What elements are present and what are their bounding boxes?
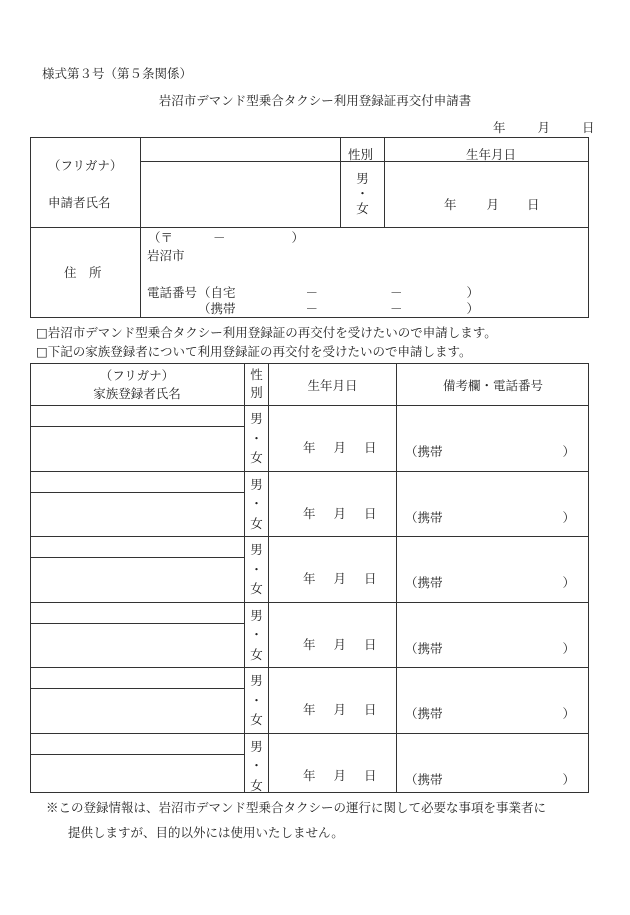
phone-mobile-dash-2: － [390, 301, 403, 316]
mobile-close: ） [562, 509, 576, 525]
family-name-field[interactable] [31, 493, 243, 536]
postal-close: ） [291, 230, 305, 245]
family-furigana-field[interactable] [31, 537, 243, 556]
mobile-close: ） [562, 640, 576, 656]
gender-female: 女 [250, 581, 263, 596]
dob-month: 月 [333, 571, 347, 586]
date-month: 月 [537, 120, 550, 135]
gender-separator: ・ [250, 758, 263, 773]
dob-month: 月 [333, 440, 347, 455]
family-furigana-field[interactable] [31, 472, 243, 491]
gender-male: 男 [250, 411, 263, 426]
gender-separator: ・ [250, 496, 263, 511]
gender-separator: ・ [250, 430, 263, 446]
family-name-field[interactable] [31, 427, 243, 470]
mobile-label: （携帯 [405, 706, 443, 721]
family-mobile-field[interactable] [405, 573, 575, 591]
gender-male: 男 [250, 607, 263, 623]
family-header-remarks: 備考欄・電話番号 [442, 378, 543, 393]
family-mobile-field[interactable] [405, 442, 575, 460]
dob-year: 年 [303, 636, 316, 652]
date-day: 日 [581, 120, 595, 135]
family-dob-field[interactable] [303, 504, 377, 522]
family-dob-field[interactable] [303, 635, 377, 653]
dob-day: 日 [364, 636, 377, 652]
address-label: 住 所 [64, 265, 102, 280]
gender-female: 女 [250, 777, 263, 793]
family-dob-field[interactable] [303, 569, 377, 587]
phone-mobile-field[interactable] [198, 299, 479, 317]
dob-month: 月 [333, 636, 347, 652]
dob-year: 年 [303, 767, 316, 783]
family-dob-field[interactable] [303, 438, 377, 456]
postal-dash: － [213, 230, 226, 245]
mobile-label: （携帯 [405, 575, 443, 590]
family-mobile-field[interactable] [405, 508, 575, 526]
gender-separator: ・ [250, 692, 263, 708]
mobile-close: ） [562, 575, 576, 590]
family-furigana-field[interactable] [31, 668, 243, 687]
family-name-field[interactable] [31, 558, 243, 601]
gender-female: 女 [250, 646, 263, 662]
family-furigana-field[interactable] [31, 603, 243, 622]
gender-header: 性別 [348, 147, 374, 162]
dob-month: 月 [333, 505, 347, 521]
gender-male: 男 [250, 476, 263, 492]
family-header-name: 家族登録者氏名 [93, 386, 181, 401]
family-header-gender [245, 366, 268, 402]
gender-female: 女 [356, 201, 369, 216]
dob-year: 年 [303, 571, 316, 586]
postal-open: （〒 [148, 230, 174, 245]
header-gender-2: 別 [250, 385, 263, 400]
dob-year: 年 [303, 702, 316, 717]
applicant-dob-field[interactable] [444, 195, 540, 213]
gender-separator: ・ [250, 561, 263, 577]
dob-header: 生年月日 [466, 147, 517, 162]
reissue-family-checkbox[interactable]: □下記の家族登録者について利用登録証の再交付を受けたいので申請します。 [36, 344, 472, 359]
family-furigana-field[interactable] [31, 734, 243, 753]
dob-month: 月 [333, 767, 347, 783]
form-number: 様式第３号（第５条関係） [42, 66, 193, 81]
gender-separator: ・ [250, 627, 263, 642]
phone-mobile-label: （携帯 [198, 301, 236, 316]
family-dob-field[interactable] [303, 766, 377, 784]
gender-male: 男 [250, 673, 263, 688]
dob-day: 日 [364, 767, 377, 783]
phone-home-dash-1: － [305, 285, 319, 300]
application-date[interactable] [493, 118, 595, 136]
family-header-dob: 生年月日 [307, 378, 358, 393]
mobile-close: ） [562, 706, 576, 721]
family-mobile-field[interactable] [405, 770, 575, 788]
mobile-label: （携帯 [405, 771, 443, 787]
dob-month: 月 [486, 197, 500, 212]
family-name-field[interactable] [31, 755, 243, 798]
family-gender-select[interactable] [245, 409, 268, 468]
reissue-applicant-checkbox[interactable]: □岩沼市デマンド型乗合タクシー利用登録証の再交付を受けたいので申請します。 [36, 325, 497, 340]
phone-home-dash-2: － [390, 285, 403, 300]
phone-home-label: （自宅 [198, 285, 236, 300]
family-header-furigana: （フリガナ） [99, 368, 175, 383]
mobile-close: ） [562, 771, 576, 787]
applicant-name-label: 申請者氏名 [48, 195, 111, 210]
form-title: 岩沼市デマンド型乗合タクシー利用登録証再交付申請書 [158, 93, 472, 108]
footnote-line-1: ※この登録情報は、岩沼市デマンド型乗合タクシーの運行に関して必要な事項を事業者に [46, 800, 547, 815]
gender-separator: ・ [356, 186, 369, 201]
dob-year: 年 [444, 197, 457, 212]
gender-male: 男 [250, 738, 263, 754]
mobile-label: （携帯 [405, 509, 443, 525]
gender-female: 女 [250, 515, 263, 531]
applicant-name-field[interactable] [142, 164, 338, 224]
gender-female: 女 [250, 712, 263, 727]
family-gender-select[interactable] [245, 540, 268, 599]
applicant-gender-select[interactable] [341, 171, 384, 216]
applicant-furigana-field[interactable] [142, 139, 338, 159]
family-name-field[interactable] [31, 689, 243, 732]
phone-mobile-dash-1: － [305, 301, 319, 316]
phone-label: 電話番号 [147, 285, 198, 300]
mobile-label: （携帯 [405, 444, 443, 459]
dob-day: 日 [364, 571, 377, 586]
furigana-label: （フリガナ） [48, 158, 123, 173]
family-gender-select[interactable] [245, 737, 268, 796]
phone-home-close: ） [466, 285, 480, 300]
family-name-field[interactable] [31, 624, 243, 667]
header-gender-1: 性 [250, 367, 263, 382]
dob-day: 日 [527, 197, 540, 212]
postal-code-field[interactable] [148, 228, 304, 246]
mobile-label: （携帯 [405, 640, 443, 656]
footnote-line-2: 提供しますが、目的以外には使用いたしません。 [68, 825, 344, 840]
dob-month: 月 [333, 702, 347, 717]
phone-mobile-close: ） [466, 301, 480, 316]
gender-female: 女 [250, 450, 263, 465]
dob-year: 年 [303, 505, 316, 521]
gender-male: 男 [356, 171, 369, 186]
family-gender-select[interactable] [245, 475, 268, 534]
dob-day: 日 [364, 702, 377, 717]
dob-day: 日 [364, 440, 377, 455]
dob-day: 日 [364, 505, 377, 521]
family-furigana-field[interactable] [31, 406, 243, 425]
date-year: 年 [493, 120, 506, 135]
family-dob-field[interactable] [303, 700, 377, 718]
dob-year: 年 [303, 440, 316, 455]
family-gender-select[interactable] [245, 606, 268, 665]
family-gender-select[interactable] [245, 671, 268, 730]
mobile-close: ） [562, 444, 576, 459]
gender-male: 男 [250, 542, 263, 557]
city-text[interactable]: 岩沼市 [147, 248, 185, 263]
family-mobile-field[interactable] [405, 704, 575, 722]
family-mobile-field[interactable] [405, 639, 575, 657]
